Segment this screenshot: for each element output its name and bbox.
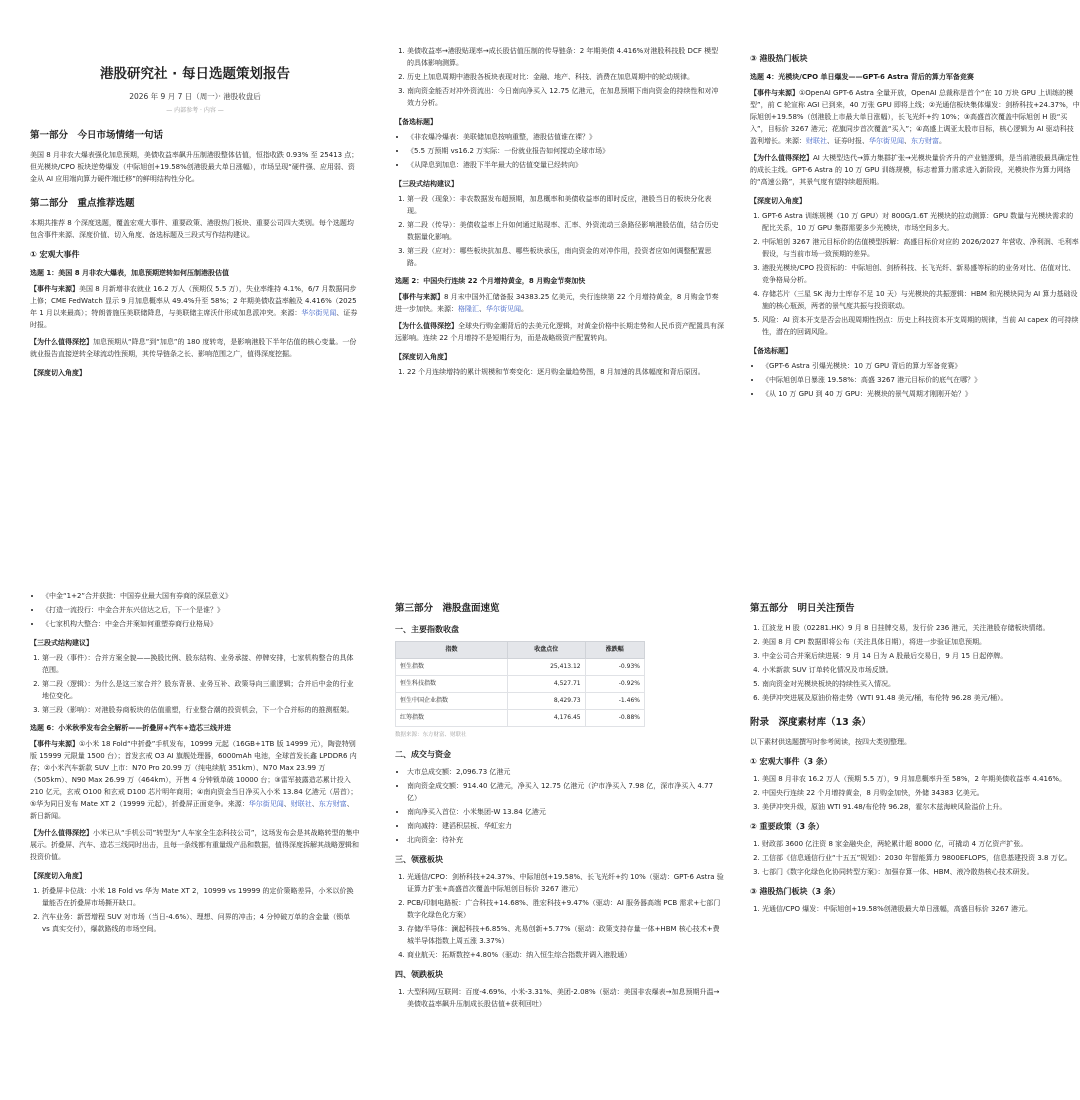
list-item: • 《打造一流投行：中金合并东兴信达之后，下一个是谁？》 [42, 604, 360, 616]
list-item: 1. 财政部 3600 亿注资 8 家金融央企，两轮累计超 8000 亿，可撬动 4 万亿资产扩张。 [762, 838, 1080, 850]
table-cell: -0.88% [585, 710, 644, 727]
list-item: • 《从降息到加息：港股下半年最大的估值变量已经转向》 [407, 159, 725, 171]
list-item: 1. 美债收益率→港股贴现率→成长股估值压制的传导链条：2 年期美债 4.416%对港股科技股 DCF 模型的具体影响测算。 [407, 45, 725, 69]
page-4 [30, 590, 360, 1100]
topic-1-source: 【事件与来源】美国 8 月新增非农就业 16.2 万人（预期仅 5.5 万），失业率维持 4.1%，6/7 月数据同步上修；CME FedWatch 显示 9 月加息概率从 49.4%升至 58%；2 年期美债收益率触及 4.416%（2025 年 1 月以来最高）；特朗普施压美联储降息，与美联储主席沃什形成加息派冲突。来源：华尔街见闻、证券时报。 [30, 285, 358, 329]
list-item: • 南向减持：建滔积层板、华虹宏力 [407, 820, 725, 832]
table-cell: -1.46% [585, 693, 644, 710]
category-3-heading: ③ 港股热门板块（3 条） [750, 887, 840, 896]
index-heading: 一、主要指数收盘 [395, 625, 459, 634]
list-item: • 大市总成交额：2,096.73 亿港元 [407, 766, 725, 778]
list-item: 2. 中际旭创 3267 港元目标价的估值模型拆解：高盛目标价对应的 2026/2027 年营收、净利润、毛利率假设，与当前市场一致预期的差异。 [762, 236, 1080, 260]
table-cell: 8,429.73 [507, 693, 585, 710]
list-item: 2. PCB/印制电路板：广合科技+14.68%、胜宏科技+9.47%（驱动：AI 服务器高端 PCB 需求+七部门数字化绿色化方案） [407, 897, 725, 921]
source-link[interactable]: 格隆汇 [458, 305, 479, 313]
topic-4-angle-label: 【深度切入角度】 [750, 197, 806, 205]
hot-sector-heading: ③ 港股热门板块 [750, 54, 808, 63]
table-cell: 恒生指数 [396, 659, 508, 676]
structure-label: 【三段式结构建议】 [30, 639, 93, 647]
structure-list [30, 652, 360, 716]
angle-list [30, 885, 360, 935]
list-item: 2. 历史上加息周期中港股各板块表现对比：金融、地产、科技、消费在加息周期中的轮动规律。 [407, 71, 725, 83]
volume-heading: 二、成交与资金 [395, 750, 451, 759]
leading-sectors-list [395, 871, 725, 961]
page-5 [395, 590, 725, 1100]
lagging-sectors-list [395, 986, 725, 1010]
list-item: 1. 22 个月连续增持的累计规模和节奏变化：逐月购金量趋势图，8 月加速的具体幅度和背后原因。 [407, 366, 725, 378]
structure-label: 【三段式结构建议】 [395, 180, 458, 188]
list-item: • 《5.5 万预期 vs16.2 万实际：一份就业报告如何搅动全球市场》 [407, 145, 725, 157]
category-3-list [750, 903, 1080, 915]
report-subtitle: — 内部参考 · 内容 — [166, 107, 224, 114]
topic-2-why: 【为什么值得深挖】全球央行购金潮背后的去美元化逻辑，对黄金价格中长期走势和人民币资产配置具有深远影响。连续 22 个月增持不是短期行为，而是战略级资产配置转向。 [395, 322, 724, 342]
alt-titles-list [395, 131, 725, 171]
section-3-heading: 第三部分 港股盘面速览 [395, 603, 500, 614]
angle-list [395, 366, 725, 378]
topic-1-why: 【为什么值得深挖】加息预期从“降息”到“加息”的 180 度转弯，是影响港股下半年估值的核心变量。一份就业报告直接逆转全球流动性预期，其传导链条之长、影响范围之广，值得深度挖掘。 [30, 338, 357, 358]
list-item: • 南向净买入首位：小米集团-W 13.84 亿港元 [407, 806, 725, 818]
section-5-heading: 第五部分 明日关注预告 [750, 603, 855, 614]
topic-2-angle-label: 【深度切入角度】 [395, 353, 451, 361]
list-item: • 《GPT-6 Astra 引爆光模块：10 万 GPU 背后的算力军备竞赛》 [762, 360, 1080, 372]
source-link[interactable]: 财联社 [806, 137, 827, 145]
leading-sectors-heading: 三、领涨板块 [395, 855, 443, 864]
appendix-intro: 以下素材供选题撰写时参考阅读，按四大类别整理。 [750, 738, 911, 746]
table-header: 收盘点位 [507, 642, 585, 659]
list-item: 1. 美国 8 月非农 16.2 万人（预期 5.5 万），9 月加息概率升至 58%，2 年期美债收益率 4.416%。 [762, 773, 1080, 785]
table-source: 数据来源：东方财富、财联社 [395, 732, 467, 738]
source-link[interactable]: 华尔街见闻 [869, 137, 904, 145]
macro-heading: ① 宏观大事件 [30, 250, 80, 259]
list-item: 1. 江波龙 H 股（02281.HK）9 月 8 日挂牌交易，发行价 236 港元，关注港股存储板块情绪。 [762, 622, 1080, 634]
list-item: • 《七家机构大整合：中金合并案如何重塑券商行业格局》 [42, 618, 360, 630]
page-6 [750, 590, 1080, 1100]
source-link[interactable]: 东方财富 [318, 800, 347, 808]
topic-4-why: 【为什么值得深挖】AI 大模型迭代→算力集群扩张→光模块量价齐升的产业链逻辑，是当前港股最具确定性的成长主线。GPT-6 Astra 的 10 万 GPU 训练规模，标志着算力需求进入新阶段，光模块作为算力网络的“高速公路”，其景气度有望持续超预期。 [750, 154, 1079, 186]
list-item: • 《中际旭创单日暴涨 19.58%：高盛 3267 港元目标价的底气在哪？》 [762, 374, 1080, 386]
topic-6-source: 【事件与来源】①小米 18 Fold“中折叠”手机发布，10999 元起（16GB+1TB 版 14999 元），陶瓷特别版 15999 元限量 1500 台）；首发玄戒 O3 AI 旗舰处理器，6000mAh 电池，全球首发长鑫 LPDDR6 内存；②小米汽车新款 SUV 上市：N70 Pro 20.99 万（纯电续航 351km）、N70 Max 23.99 万（505km）、N90 Max 26.99 万（464km），开售 4 分钟锁单破 10000 台；③雷军披露造芯累计投入 210 亿元，玄戒 O100 和玄戒 D100 芯片明年商用；④南向资金当日净买入小米 13.84 亿港元（居首）；⑤华为同日发布 Mate XT 2（19999 元起），折叠屏正面竞争。来源：华尔街见闻、财联社、东方财富、新日新闻。 [30, 740, 358, 820]
topic-6-heading: 选题 6：小米秋季发布会全解析——折叠屏+汽车+造芯三线并进 [30, 724, 232, 732]
list-item: 3. 南向资金能否对冲外资流出：今日南向净买入 12.75 亿港元，在加息预期下南向资金的持续性和对冲效力分析。 [407, 85, 725, 109]
list-item: • 南向资金成交额：914.40 亿港元，净买入 12.75 亿港元（沪市净买入 7.98 亿，深市净买入 4.77 亿） [407, 780, 725, 804]
list-item: 1. 第一段（现象）：非农数据发布超预期，加息概率和美债收益率的即时反应，港股当日的板块分化表现。 [407, 193, 725, 217]
list-item: • 《非农爆冷爆表：美联储加息按响重整，港股估值谁在裸？》 [407, 131, 725, 143]
topic-1-angle-label: 【深度切入角度】 [30, 369, 86, 377]
list-item: 3. 第三段（应对）：哪些板块抗加息、哪些板块承压，南向资金的对冲作用，投资者应如何调整配置思路。 [407, 245, 725, 269]
source-link[interactable]: 华尔街见闻 [301, 309, 337, 317]
topic-1-heading: 选题 1：美国 8 月非农大爆表，加息预期逆转如何压制港股估值 [30, 269, 230, 277]
list-item: 2. 中国央行连续 22 个月增持黄金，8 月购金加快，外储 34383 亿美元。 [762, 787, 1080, 799]
list-item: 1. 大型科网/互联网：百度-4.69%、小米-3.31%、美团-2.08%（驱动：美国非农爆表→加息预期升温→美债收益率飙升压制成长股估值+获利回吐） [407, 986, 725, 1010]
topic-6-why: 【为什么值得深挖】小米已从“手机公司”转型为“人车家全生态科技公司”，这场发布会是其战略转型的集中展示。折叠屏、汽车、造芯三线同时出击，且每一条线都有重量级产品和数据，值得深度拆解其战略逻辑和投资价值。 [30, 829, 360, 861]
list-item: 5. 风险：AI 资本开支是否会出现周期性拐点：历史上科技资本开支周期的规律，当前 AI capex 的可持续性，潜在的回调风险。 [762, 314, 1080, 338]
index-table [395, 641, 645, 727]
list-item: • 北向资金：待补充 [407, 834, 725, 846]
page-3 [750, 45, 1080, 555]
list-item: 3. 七部门《数字化绿色化协同转型方案》：加强存算一体、HBM、液冷散热核心技术研发。 [762, 866, 1080, 878]
page-1 [30, 45, 360, 555]
alt-titles-list [750, 360, 1080, 400]
list-item: 4. 商业航天：拓斯数控+4.80%（驱动：纳入恒生综合指数并调入港股通） [407, 949, 725, 961]
angle-list [750, 210, 1080, 338]
list-item: 5. 南向资金对光模块板块的持续性买入情况。 [762, 678, 1080, 690]
list-item: 2. 第二段（传导）：美债收益率上升如何通过贴现率、汇率、外资流动三条路径影响港股估值，结合历史数据量化影响。 [407, 219, 725, 243]
list-item: 4. 存储芯片（三星 SK 海力士库存不足 10 天）与光模块的共振逻辑：HBM 和光模块同为 AI 算力基础设施的核心瓶颈，两者的景气度共振与投资联动。 [762, 288, 1080, 312]
source-link[interactable]: 财联社 [290, 800, 312, 808]
topic-4-heading: 选题 4：光模块/CPO 单日爆发——GPT-6 Astra 背后的算力军备竞赛 [750, 73, 974, 81]
list-item: • 《从 10 万 GPU 到 40 万 GPU：光模块的景气周期才刚刚开始？》 [762, 388, 1080, 400]
source-link[interactable]: 华尔街见闻 [486, 305, 521, 313]
list-item: 1. 光通信/CPO：剑桥科技+24.37%、中际旭创+19.58%、长飞光纤+约 10%（驱动：GPT-6 Astra 验证算力扩张+高盛首次覆盖中际旭创目标价 3267 港元） [407, 871, 725, 895]
category-1-list [750, 773, 1080, 813]
topic-4-source: 【事件与来源】①OpenAI GPT-6 Astra 全量开放，OpenAI 总裁称是首个“在 10 万块 GPU 上训练的模型”，前 C 轮宣称 AGI 已到来，40 万张 GPU 即将上线；②光通信板块集体爆发：剑桥科技+24.37%，中际旭创+19.58%（创港股上市最大单日涨幅），长飞光纤+约 10%；③高盛首次覆盖中际旭创 H 股“买入”，目标价 3267 港元；花旗同步首次覆盖“买入”；④高盛上调亚太股市目标，核心逻辑为 AI 驱动科技盈利增长。来源：财联社、证券时报、华尔街见闻、东方财富。 [750, 89, 1080, 145]
table-row [396, 693, 645, 710]
structure-list [395, 193, 725, 269]
topic-6-angle-label: 【深度切入角度】 [30, 872, 86, 880]
list-item: 1. 第一段（事件）：合并方案全貌——换股比例、股东结构、业务承接、停牌安排，七家机构整合的具体范围。 [42, 652, 360, 676]
topic-2-source: 【事件与来源】8 月末中国外汇储备报 34383.25 亿美元，央行连续第 22 个月增持黄金，8 月购金节奏进一步加快。来源：格隆汇、华尔街见闻。 [395, 293, 719, 313]
list-item: 3. 中金公司合并案后续进展：9 月 14 日为 A 股最后交易日，9 月 15 日起停牌。 [762, 650, 1080, 662]
table-cell: -0.92% [585, 676, 644, 693]
list-item: 1. 折叠屏卡位战：小米 18 Fold vs 华为 Mate XT 2，10999 vs 19999 的定价策略差异，小米以价换量能否在折叠屏市场撕开缺口。 [42, 885, 360, 909]
list-item: 6. 美伊冲突进展及原油价格走势（WTI 91.48 美元/桶，布伦特 96.28 美元/桶）。 [762, 692, 1080, 704]
table-row [396, 710, 645, 727]
list-item: 3. 美伊冲突升级，原油 WTI 91.48/布伦特 96.28，霍尔木兹海峡风险溢价上升。 [762, 801, 1080, 813]
section-2-heading: 第二部分 重点推荐选题 [30, 198, 135, 209]
appendix-heading: 附录 深度素材库（13 条） [750, 717, 872, 728]
category-2-heading: ② 重要政策（3 条） [750, 822, 824, 831]
volume-list [395, 766, 725, 846]
report-date: 2026 年 9 月 7 日（周一）· 港股收盘后 [129, 92, 261, 101]
lagging-sectors-heading: 四、领跌板块 [395, 970, 443, 979]
report-title: 港股研究社 · 每日选题策划报告 [99, 66, 291, 82]
section-1-heading: 第一部分 今日市场情绪一句话 [30, 130, 164, 141]
category-2-list [750, 838, 1080, 878]
alt-titles-label: 【备选标题】 [395, 118, 437, 126]
topic-2-heading: 选题 2：中国央行连续 22 个月增持黄金，8 月购金节奏加快 [395, 277, 586, 285]
list-item: 2. 工信部《信息通信行业“十五五”规划》：2030 年智能算力 9800EFLOPS，信息基建投资 3.8 万亿。 [762, 852, 1080, 864]
list-item: 3. 港股光模块/CPO 投资标的：中际旭创、剑桥科技、长飞光纤、新易盛等标的的业务对比、估值对比、竞争格局分析。 [762, 262, 1080, 286]
table-row [396, 676, 645, 693]
section-1-text: 美国 8 月非农大爆表强化加息预期，美债收益率飙升压制港股整体估值，恒指收跌 0.93% 至 25413 点；但光模块/CPO 板块逆势爆发（中际旭创+19.58%创港股最大单日涨幅），市场呈现“硬件强、应用弱、资金从 AI 应用端向算力硬件端迁移”的鲜明结构性分化。 [30, 151, 359, 183]
page-2 [395, 45, 725, 555]
list-item: 3. 第三段（影响）：对港股券商板块的估值重塑，行业整合潮的投资机会，下一个合并标的的推测框架。 [42, 704, 360, 716]
table-cell: 4,527.71 [507, 676, 585, 693]
table-cell: 4,176.45 [507, 710, 585, 727]
source-link[interactable]: 华尔街见闻 [248, 800, 284, 808]
list-item: 2. 汽车业务：新晋增程 SUV 对市场（当日-4.6%）、理想、问界的冲击；4 分钟破万单的含金量（锁单 vs 真实交付），爆款路线的市场空间。 [42, 911, 360, 935]
table-cell: 25,413.12 [507, 659, 585, 676]
table-cell: 红筹指数 [396, 710, 508, 727]
list-item: 2. 第二段（逻辑）：为什么是这三家合并？股东背景、业务互补、政策导向三重逻辑；合并后中金的行业地位变化。 [42, 678, 360, 702]
list-item: 4. 小米新款 SUV 订单转化情况及市场反馈。 [762, 664, 1080, 676]
category-1-heading: ① 宏观大事件（3 条） [750, 757, 832, 766]
table-header: 指数 [396, 642, 508, 659]
list-item: 1. GPT-6 Astra 训练规模（10 万 GPU）对 800G/1.6T 光模块的拉动测算：GPU 数量与光模块需求的配比关系，10 万 GPU 集群需要多少光模块，市场空间多大。 [762, 210, 1080, 234]
angle-list [395, 45, 725, 109]
table-header: 涨跌幅 [585, 642, 644, 659]
table-cell: 恒生中国企业指数 [396, 693, 508, 710]
list-item: 1. 光通信/CPO 爆发：中际旭创+19.58%创港股最大单日涨幅，高盛目标价 3267 港元。 [762, 903, 1080, 915]
table-row [396, 659, 645, 676]
source-link[interactable]: 东方财富 [911, 137, 939, 145]
list-item: 2. 美国 8 月 CPI 数据即将公布（关注具体日期），将进一步验证加息预期。 [762, 636, 1080, 648]
alt-titles-label: 【备选标题】 [750, 347, 792, 355]
section-2-text: 本期共推荐 8 个深度选题，覆盖宏观大事件、重要政策、港股热门板块、重要公司四大类别。每个选题均包含事件来源、深度价值、切入角度、备选标题及三段式写作结构建议。 [30, 219, 354, 239]
watchlist [750, 622, 1080, 704]
alt-titles-list [30, 590, 360, 630]
list-item: 3. 存储/半导体：澜起科技+6.85%、兆易创新+5.77%（驱动：政策支持存量一体+HBM 核心技术+费城半导体指数上周五涨 3.37%） [407, 923, 725, 947]
table-cell: 恒生科技指数 [396, 676, 508, 693]
list-item: • 《中金“1+2”合并获批：中国券业最大国有券商的深层意义》 [42, 590, 360, 602]
table-cell: -0.93% [585, 659, 644, 676]
